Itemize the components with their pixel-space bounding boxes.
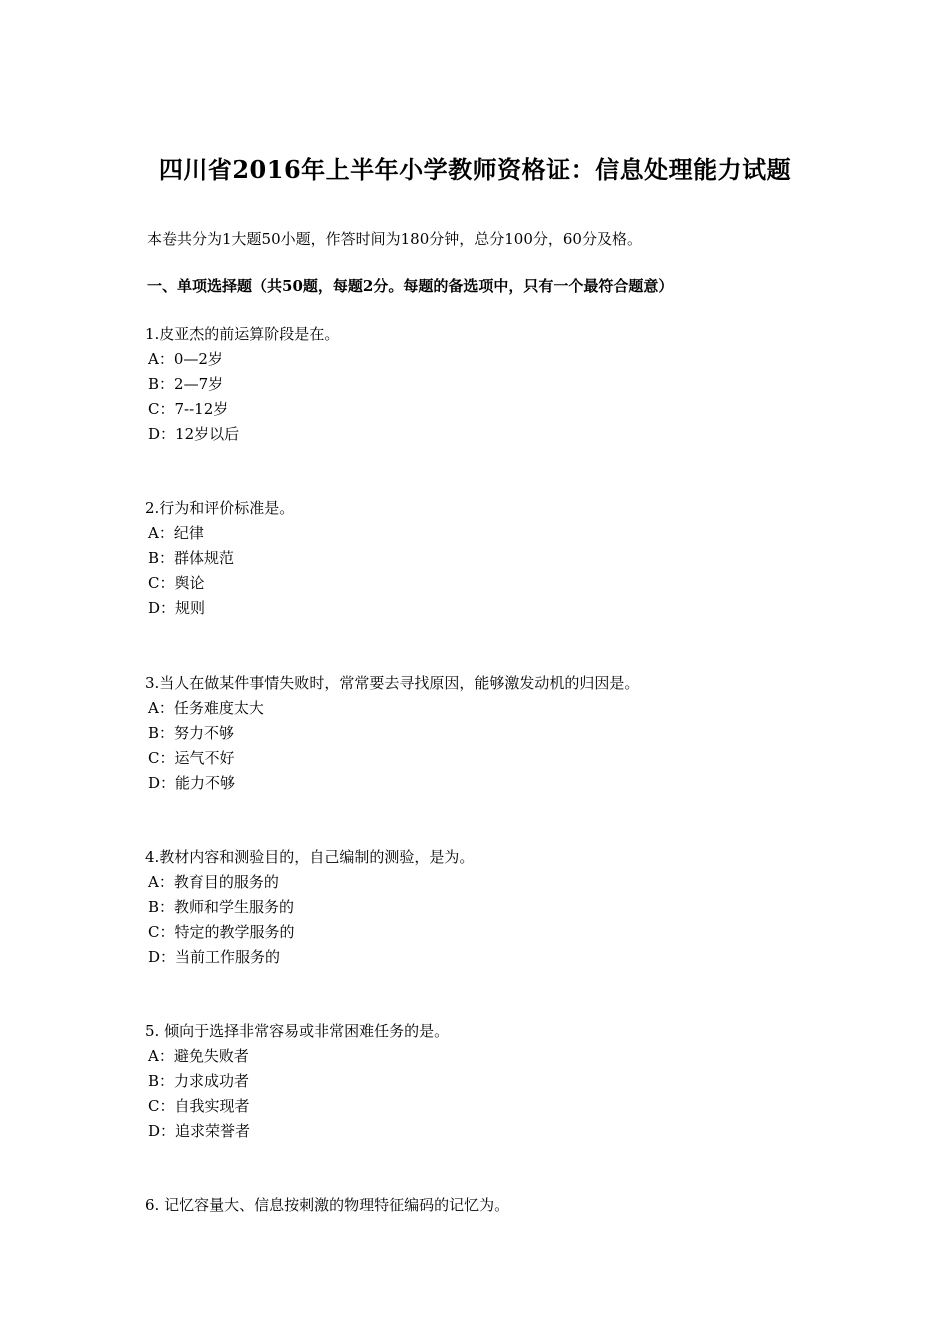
option-c: C：7--12岁 xyxy=(148,400,229,418)
question-stem: 6. 记忆容量大、信息按刺激的物理特征编码的记忆为。 xyxy=(145,1196,510,1214)
option-d: D：能力不够 xyxy=(148,774,236,792)
question-1 xyxy=(145,322,845,447)
option-a: A：任务难度太大 xyxy=(148,699,264,717)
option-d: D：12岁以后 xyxy=(148,425,240,443)
section-heading: 一、单项选择题（共50题，每题2分。每题的备选项中，只有一个最符合题意） xyxy=(147,277,674,295)
option-a: A：纪律 xyxy=(148,524,204,542)
question-3 xyxy=(145,671,845,796)
question-stem: 4.教材内容和测验目的，自己编制的测验，是为。 xyxy=(145,848,475,866)
question-stem: 2.行为和评价标准是。 xyxy=(145,499,295,517)
option-a: A：避免失败者 xyxy=(148,1047,249,1065)
document-title: 四川省2016年上半年小学教师资格证：信息处理能力试题 xyxy=(158,155,792,184)
option-b: B：努力不够 xyxy=(148,724,235,742)
option-d: D：规则 xyxy=(148,599,206,617)
option-a: A：教育目的服务的 xyxy=(148,873,279,891)
option-d: D：追求荣誉者 xyxy=(148,1122,251,1140)
option-a: A：0—2岁 xyxy=(148,350,223,368)
option-b: B：教师和学生服务的 xyxy=(148,898,295,916)
option-c: C：特定的教学服务的 xyxy=(148,923,295,941)
option-b: B：群体规范 xyxy=(148,549,235,567)
option-b: B：力求成功者 xyxy=(148,1072,250,1090)
question-6 xyxy=(145,1193,845,1218)
option-d: D：当前工作服务的 xyxy=(148,948,281,966)
question-stem: 3.当人在做某件事情失败时，常常要去寻找原因，能够激发动机的归因是。 xyxy=(145,674,640,692)
option-b: B：2—7岁 xyxy=(148,375,224,393)
question-stem: 1.皮亚杰的前运算阶段是在。 xyxy=(145,325,340,343)
exam-intro: 本卷共分为1大题50小题，作答时间为180分钟，总分100分，60分及格。 xyxy=(147,230,642,248)
option-c: C：自我实现者 xyxy=(148,1097,250,1115)
option-c: C：运气不好 xyxy=(148,749,235,767)
question-5 xyxy=(145,1019,845,1144)
question-4 xyxy=(145,845,845,970)
question-2 xyxy=(145,496,845,621)
option-c: C：舆论 xyxy=(148,574,205,592)
question-stem: 5. 倾向于选择非常容易或非常困难任务的是。 xyxy=(145,1022,450,1040)
